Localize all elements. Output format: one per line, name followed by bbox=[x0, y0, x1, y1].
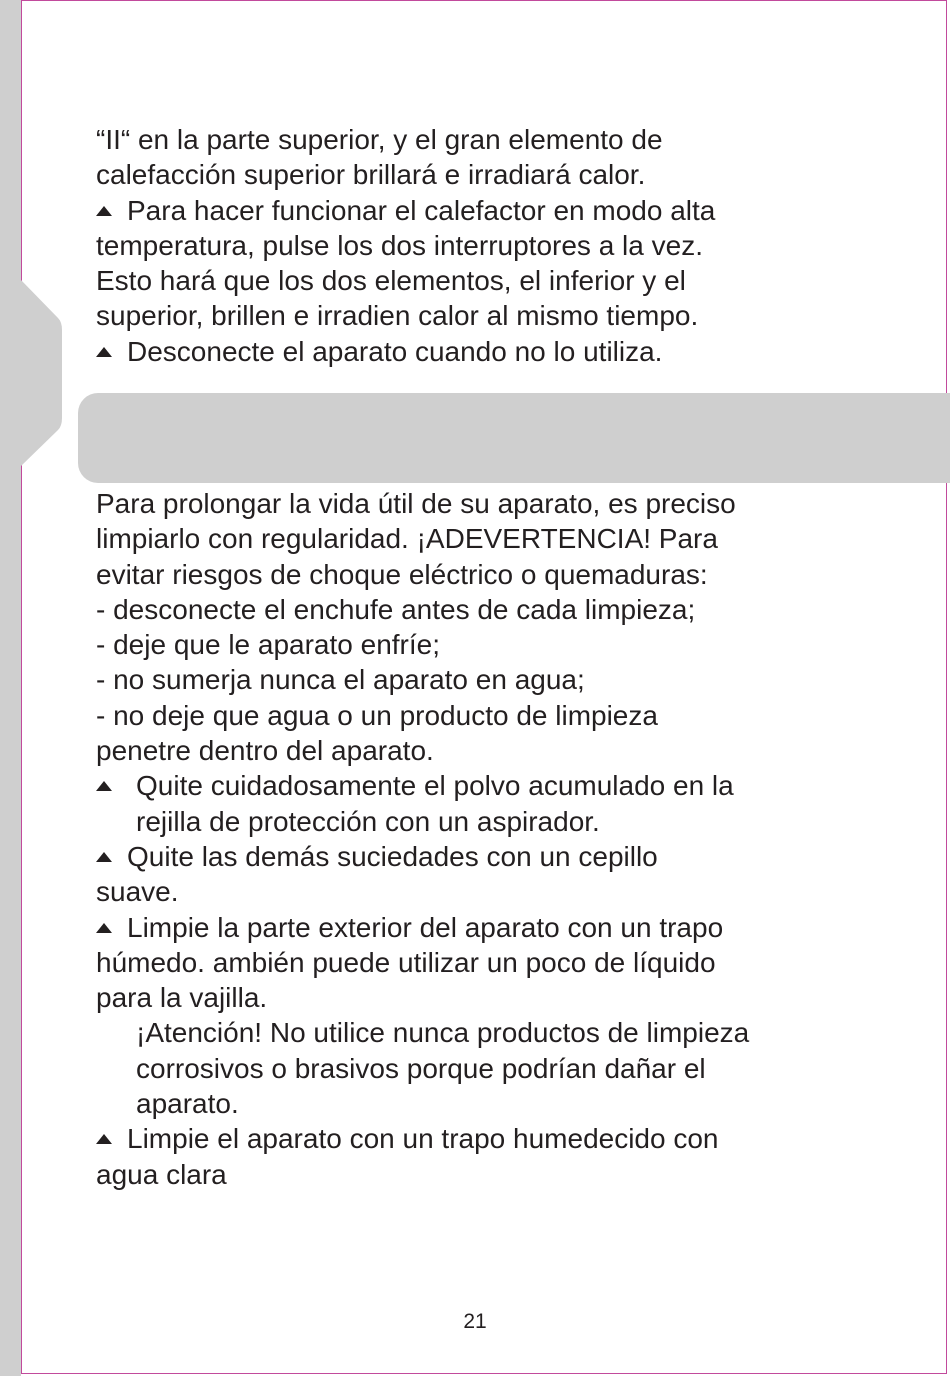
instructions-block bbox=[96, 122, 896, 369]
bullet-item bbox=[96, 768, 896, 839]
page-number: 21 bbox=[463, 1310, 487, 1333]
text-line: Esto hará que los dos elementos, el inferior y el bbox=[96, 265, 686, 297]
text-line: rejilla de protección con un aspirador. bbox=[136, 805, 600, 837]
warning-line: corrosivos o brasivos porque podrían dañar el bbox=[136, 1052, 706, 1084]
triangle-up-icon bbox=[96, 852, 112, 862]
text-line: evitar riesgos de choque eléctrico o quemaduras: bbox=[96, 558, 708, 590]
warning-line: ¡Atención! No utilice nunca productos de limpieza bbox=[136, 1017, 750, 1049]
text-line: temperatura, pulse los dos interruptores a la vez. bbox=[96, 229, 703, 261]
text-line: húmedo. ambién puede utilizar un poco de líquido bbox=[96, 946, 716, 978]
text-line: Para prolongar la vida útil de su aparato, es preciso bbox=[96, 488, 736, 519]
warning-line: aparato. bbox=[136, 1088, 239, 1120]
text-line: penetre dentro del aparato. bbox=[96, 735, 434, 767]
list-item: - desconecte el enchufe antes de cada limpieza; bbox=[96, 593, 696, 625]
text-line: Quite cuidadosamente el polvo acumulado en la bbox=[136, 770, 734, 802]
bullet-item: Para hacer funcionar el calefactor en modo alta bbox=[96, 193, 896, 228]
list-item: - no sumerja nunca el aparato en agua; bbox=[96, 664, 585, 696]
triangle-up-icon bbox=[96, 206, 112, 216]
text-line: “II“ en la parte superior, y el gran elemento de bbox=[96, 124, 663, 155]
text-line: calefacción superior brillará e irradiará calor. bbox=[96, 159, 646, 191]
bullet-item: Desconecte el aparato cuando no lo utiliza. bbox=[96, 334, 896, 369]
bullet-item: Quite las demás suciedades con un cepillo bbox=[96, 839, 896, 874]
list-item: - deje que le aparato enfríe; bbox=[96, 629, 441, 661]
triangle-up-icon bbox=[96, 347, 112, 357]
text-line: para la vajilla. bbox=[96, 982, 268, 1014]
section-header-bar bbox=[78, 393, 950, 483]
text-line: limpiarlo con regularidad. ¡ADEVERTENCIA! Para bbox=[96, 523, 718, 555]
text-line: superior, brillen e irradien calor al mismo tiempo. bbox=[96, 300, 699, 332]
bullet-item: Limpie la parte exterior del aparato con un trapo bbox=[96, 910, 896, 945]
text-line: agua clara bbox=[96, 1158, 227, 1190]
triangle-up-icon bbox=[96, 781, 112, 791]
list-item: - no deje que agua o un producto de limpieza bbox=[96, 699, 658, 731]
triangle-up-icon bbox=[96, 923, 112, 933]
triangle-up-icon bbox=[96, 1134, 112, 1144]
bullet-item: Limpie el aparato con un trapo humedecido con bbox=[96, 1121, 896, 1156]
cleaning-block bbox=[96, 486, 896, 1192]
side-tab bbox=[0, 0, 62, 1376]
text-line: suave. bbox=[96, 876, 179, 908]
